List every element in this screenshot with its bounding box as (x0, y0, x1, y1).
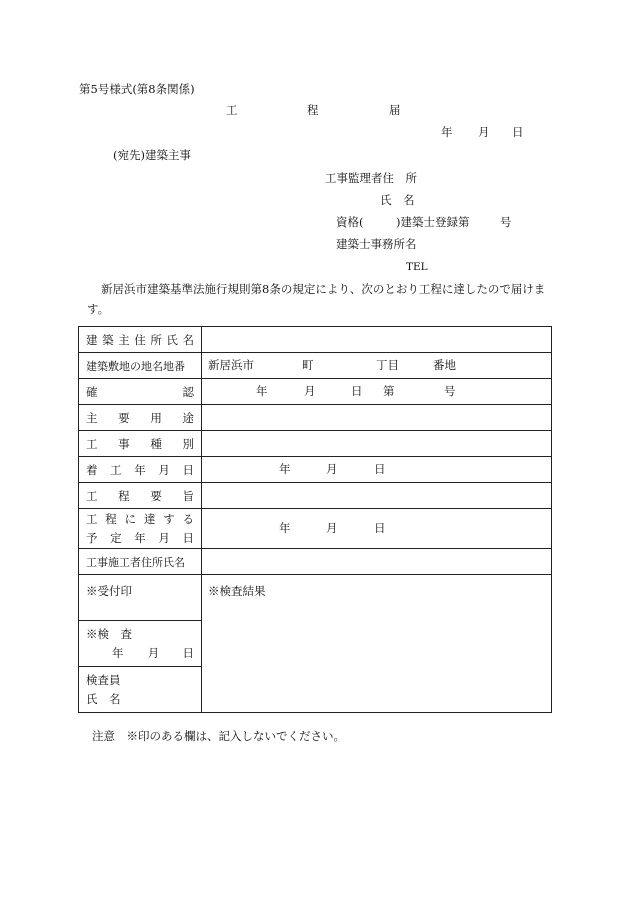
start-date-label: 着 工 年 月 日 (79, 457, 202, 483)
inspection-result-cell (202, 575, 552, 713)
work-type-label: 工 事 種 別 (79, 431, 202, 457)
supervisor-name-label: 氏 名 (380, 193, 415, 207)
site-banchi: 番地 (433, 357, 456, 372)
reception-stamp-label: ※受付印 (86, 584, 132, 598)
work-type-value[interactable] (202, 431, 552, 457)
date-year: 年 (441, 125, 453, 139)
tel-label: TEL (406, 261, 428, 273)
title-char-2: 程 (307, 103, 319, 117)
owner-label: 建 築 主 住 所 氏 名 (79, 327, 202, 353)
row-reception (79, 575, 552, 621)
process-reach-value[interactable]: 年 月 日 (202, 509, 552, 549)
form-number: 第5号様式(第8条関係) (79, 82, 195, 96)
inspector-cell (79, 667, 202, 713)
start-date-value[interactable]: 年 月 日 (202, 457, 552, 483)
site-chome: 丁目 (376, 357, 399, 372)
addressee: (宛先)建築主事 (113, 148, 191, 162)
row-usage (79, 405, 552, 431)
office-label: 建築士事務所名 (336, 237, 417, 251)
row-start-date (79, 457, 552, 483)
confirm-value[interactable]: 年 月 日 第 号 (202, 379, 552, 405)
date-day: 日 (512, 125, 524, 139)
inspector-label-line2: 氏 名 (86, 692, 121, 706)
qualification-suffix: 号 (500, 215, 512, 229)
inspection-cell: ※検 査 年 月 日 (79, 621, 202, 667)
confirm-label: 確 認 (79, 379, 202, 405)
site-city: 新居浜市 (208, 357, 254, 372)
row-contractor (79, 549, 552, 575)
row-site (79, 353, 552, 379)
process-summary-label: 工 程 要 旨 (79, 483, 202, 509)
date-month: 月 (478, 125, 490, 139)
row-work-type (79, 431, 552, 457)
title-char-1: 工 (226, 103, 238, 117)
contractor-label: 工事施工者住所氏名 (79, 549, 202, 575)
owner-value[interactable] (202, 327, 552, 353)
site-town: 町 (302, 357, 314, 372)
site-label: 建築敷地の地名地番 (79, 353, 202, 379)
row-process-reach (79, 509, 552, 549)
note: 注意 ※印のある欄は、記入しないでください。 (92, 729, 345, 743)
statement-line1: 新居浜市建築基準法施行規則第8条の規定により、次のとおり工程に達したので届けま (101, 282, 546, 296)
row-owner (79, 327, 552, 353)
qualification-prefix: 資格( (336, 215, 364, 229)
statement-line2: す。 (87, 302, 110, 316)
usage-value[interactable] (202, 405, 552, 431)
contractor-value[interactable] (202, 549, 552, 575)
inspector-label-line1: 検査員 (86, 673, 121, 687)
usage-label: 主 要 用 途 (79, 405, 202, 431)
supervisor-address-label: 工事監理者住 所 (325, 171, 417, 185)
title-char-3: 届 (389, 103, 401, 117)
reception-stamp-cell (79, 575, 202, 621)
site-value[interactable] (202, 353, 552, 379)
row-confirm (79, 379, 552, 405)
inspection-label: ※検 査 (86, 627, 132, 641)
process-reach-label: 工 程 に 達 す る 予 定 年 月 日 (79, 509, 202, 549)
qualification-mid: )建築士登録第 (396, 215, 470, 229)
row-process-summary (79, 483, 552, 509)
inspection-form-table (78, 326, 552, 713)
process-summary-value[interactable] (202, 483, 552, 509)
inspection-result-label: ※検査結果 (208, 584, 266, 598)
